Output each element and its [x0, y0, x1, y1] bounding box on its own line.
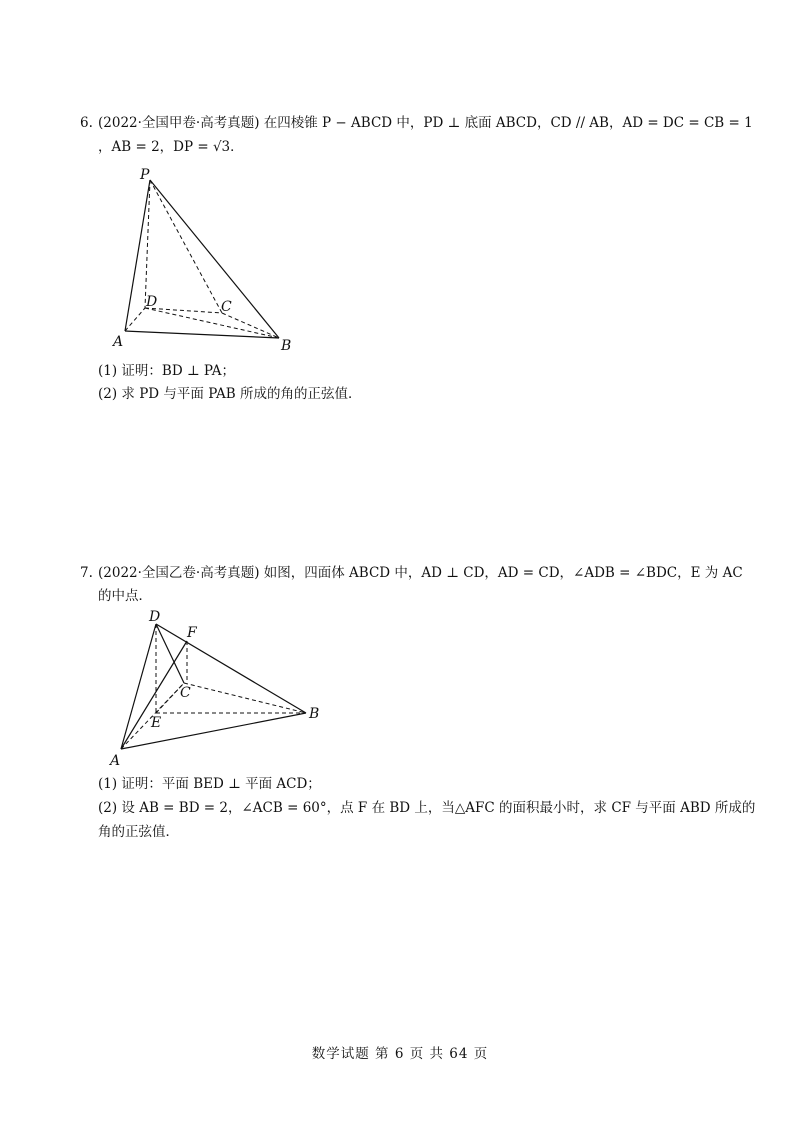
problem-7-stem-line2: 的中点． [98, 588, 152, 604]
label-D: D [146, 294, 158, 310]
label-F7: F [187, 625, 197, 641]
problem-7-number: 7. [80, 565, 93, 581]
problem-7-part1: (1) 证明：平面 BED ⊥ 平面 ACD； [98, 776, 321, 792]
problem-7-part2-line2: 角的正弦值． [98, 824, 179, 840]
label-A: A [113, 334, 124, 350]
label-P: P [140, 167, 150, 183]
label-D7: D [149, 609, 161, 625]
label-B7: B [309, 706, 320, 722]
label-B: B [281, 338, 292, 354]
problem-7-stem-line1: (2022·全国乙卷·高考真题) 如图，四面体 ABCD 中，AD ⊥ CD，AD = CD，∠ADB = ∠BDC，E 为 AC [98, 565, 743, 581]
problem-6-part1: (1) 证明：BD ⊥ PA； [98, 363, 236, 379]
problem-7-part2-line1: (2) 设 AB = BD = 2，∠ACB = 60°，点 F 在 BD 上，当△AFC 的面积最小时，求 CF 与平面 ABD 所成的 [98, 800, 756, 816]
label-C: C [221, 299, 232, 315]
label-A7: A [110, 753, 121, 769]
problem-6-number: 6. [80, 115, 93, 131]
page-footer: 数学试题 第 6 页 共 64 页 [311, 1046, 489, 1062]
problem-6-stem-line2: ，AB = 2，DP = √3． [98, 139, 244, 155]
problem-6-part2: (2) 求 PD 与平面 PAB 所成的角的正弦值． [98, 386, 362, 402]
label-C7: C [180, 685, 191, 701]
label-E7: E [151, 715, 162, 731]
problem-6-stem-line1: (2022·全国甲卷·高考真题) 在四棱锥 P − ABCD 中，PD ⊥ 底面 ABCD，CD // AB，AD = DC = CB = 1 [98, 115, 753, 131]
